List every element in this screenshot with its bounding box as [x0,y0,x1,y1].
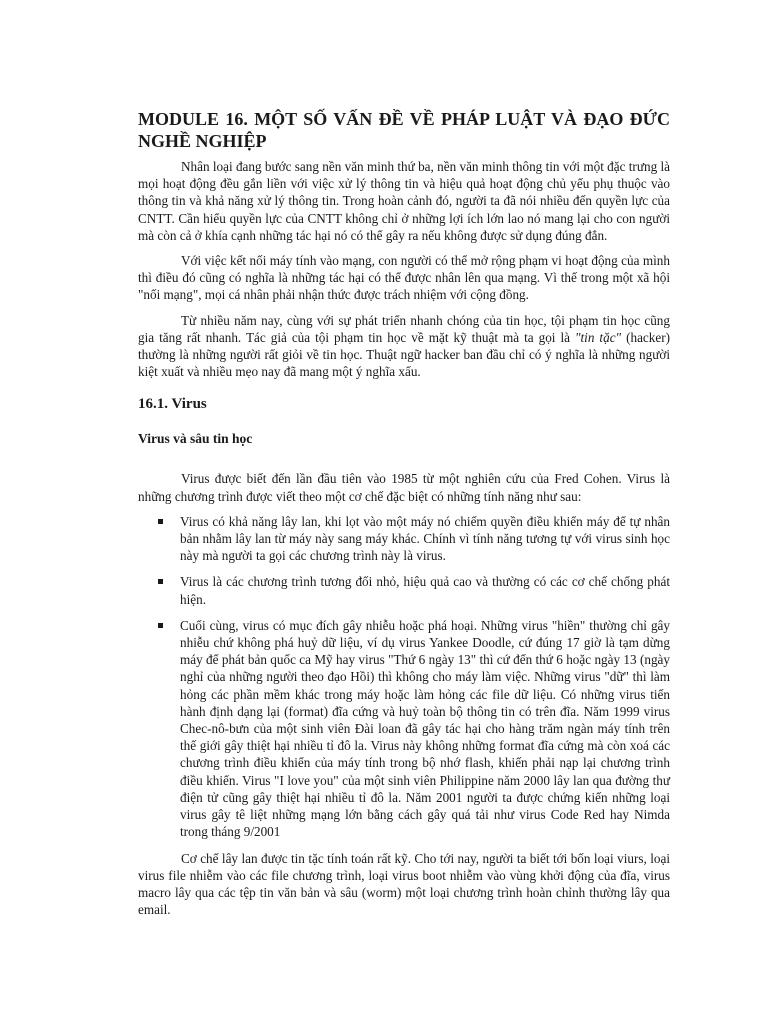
section-heading: 16.1. Virus [138,396,207,413]
bullet-icon [158,519,163,524]
virus-features-list [138,513,670,841]
document-page [138,108,670,926]
module-title: MODULE 16. MỘT SỐ VẤN ĐỀ VỀ PHÁP LUẬT VÀ ĐẠO ĐỨC NGHỀ NGHIỆP [138,109,670,151]
list-item [138,617,670,841]
list-item-text: Virus có khả năng lây lan, khi lọt vào một máy nó chiếm quyền điều khiển máy để tự nhân bản nhằm lây lan từ máy này sang máy khác. Chính vì tính năng tương tự với virus sinh học này mà người ta gọi các chương trình này là virus. [180,513,670,564]
bullet-icon [158,623,163,628]
hacker-text-before: Từ nhiều năm nay, cùng với sự phát triển nhanh chóng của tin học, tội phạm tin học cũng gia tăng rất nhanh. Tác giả của tội phạm tin học về mặt kỹ thuật mà ta gọi là [138,312,670,345]
list-item [138,573,670,607]
bullet-icon [158,579,163,584]
intro-paragraph-1: Nhân loại đang bước sang nền văn minh thứ ba, nền văn minh thông tin với một đặc trưng là mọi hoạt động đều gắn liền với việc xử lý thông tin và hiệu quả hoạt động chủ yếu phụ thuộc vào thông tin và khả năng xử lý thông tin. Trong hoàn cảnh đó, người ta đã nói nhiều đến quyền lực của CNTT. Cần hiểu quyền lực của CNTT không chỉ ở những lợi ích lớn lao nó mang lại cho con người mà còn cả ở khía cạnh những tác hại nó có thể gây ra nếu không được sử dụng đúng đắn. [138,159,670,243]
closing-paragraph: Cơ chế lây lan được tin tặc tính toán rất kỹ. Cho tới nay, người ta biết tới bốn loại viurs, loại virus file nhiễm vào các file chương trình, loại virus boot nhiễm vào vùng khởi động của đĩa, virus macro lây qua các tệp tin văn bản và sâu (worm) một loại chương trình hoàn chỉnh thường lây qua email. [138,850,670,918]
subsection-heading: Virus và sâu tin học [138,431,253,447]
intro-paragraph-2: Với việc kết nối máy tính vào mạng, con người có thể mở rộng phạm vi hoạt động của mình thì điều đó cũng có nghĩa là những tác hại có thể được nhân lên qua mạng. Vì thế trong một xã hội "nối mạng", mọi cá nhân phải nhận thức được trách nhiệm với cộng đồng. [138,253,670,303]
hacker-term: "tin tặc" [574,329,622,345]
hacker-paragraph [138,312,670,381]
hacker-text-after: (hacker) thường là những người rất giỏi về tin học. Thuật ngữ hacker ban đầu chỉ có ý nghĩa là những người kiệt xuất và nhiều mẹo nay đã mang một ý nghĩa xấu. [138,329,671,380]
list-item-text: Cuối cùng, virus có mục đích gây nhiễu hoặc phá hoại. Những virus "hiền" thường chỉ gây nhiễu chứ không phá huỷ dữ liệu, ví dụ virus Yankee Doodle, cứ đúng 17 giờ là tạm dừng máy để phát bản quốc ca Mỹ hay virus "Thứ 6 ngày 13" thì cứ đến thứ 6 hoặc ngày 13 (ngày nghỉ của những người theo đạo Hồi) thì không cho máy làm việc. Những virus "dữ" thì làm hỏng các phần mềm khác trong máy hoặc làm hỏng các file dữ liệu. Có những virus tiến hành định dạng lại (format) đĩa cứng và huỷ toàn bộ thông tin có trên đĩa. Năm 1999 virus Chec-nô-bưn của một sinh viên Đài loan đã gây tác hại cho hàng trăm ngàn máy tính trên thế giới gây thiệt hại nhiều tỉ đô la. Virus này không những format đĩa cứng mà còn xoá các chương trình điều khiển của máy tính trong bộ nhớ flash, khiến phải nạp lại chương trình điều khiển. Virus "I love you" của một sinh viên Philippine năm 2000 lây lan qua đường thư điện tử cũng gây thiệt hại nhiều tỉ đô la. Năm 2001 người ta được chứng kiến những loại virus gây tê liệt những mạng lớn bằng cách gây quá tải như virus Code Red hay Nimda trong tháng 9/2001 [180,617,670,840]
list-item [138,513,670,565]
virus-intro-paragraph: Virus được biết đến lần đầu tiên vào 1985 từ một nghiên cứu của Fred Cohen. Virus là những chương trình được viết theo một cơ chế đặc biệt có những tính năng như sau: [138,471,670,504]
list-item-text: Virus là các chương trình tương đối nhỏ, hiệu quả cao và thường có các cơ chế chống phát hiện. [180,574,670,607]
